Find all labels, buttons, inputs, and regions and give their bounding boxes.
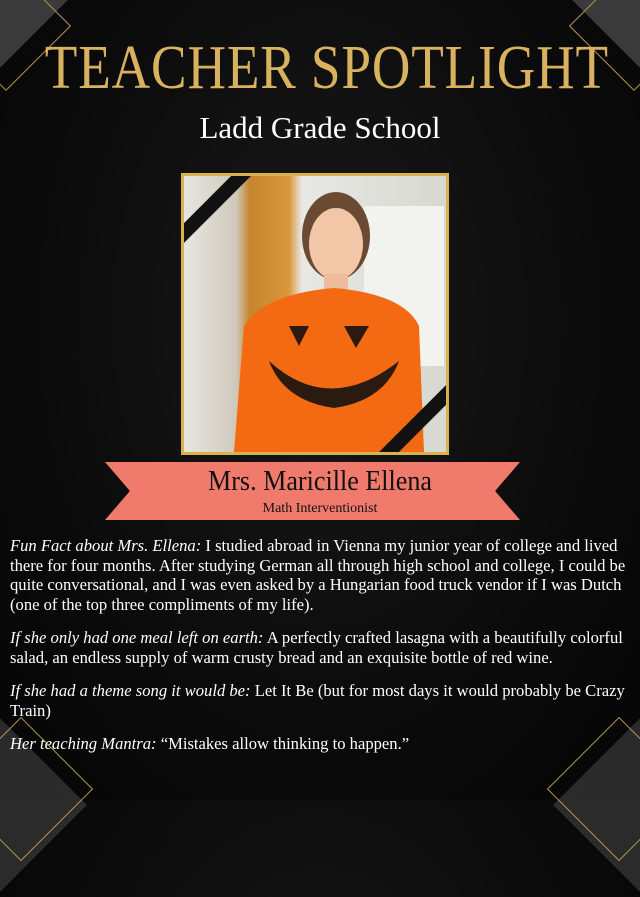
section-text: I studied abroad in Vienna my junior year of college and lived there for four months. After studying German all through high school and college, I could be quite conversational, and I was even asked by a Hungarian food truck vendor if I was Dutch (one of the top three compliments of my life).	[10, 536, 626, 614]
section-mantra	[10, 734, 635, 754]
spotlight-body	[10, 536, 635, 768]
section-label: If she had a theme song it would be:	[10, 681, 251, 700]
section-last-meal	[10, 628, 635, 667]
section-theme-song	[10, 681, 635, 720]
teacher-portrait-image	[184, 176, 446, 452]
section-label: Fun Fact about Mrs. Ellena:	[10, 536, 202, 555]
section-label: If she only had one meal left on earth:	[10, 628, 264, 647]
teacher-name: Mrs. Maricille Ellena	[208, 465, 432, 497]
section-fun-fact	[10, 536, 635, 614]
section-text: A perfectly crafted lasagna with a beautifully colorful salad, an endless supply of warm crusty bread and an exquisite bottle of red wine.	[10, 628, 623, 667]
section-label: Her teaching Mantra:	[10, 734, 157, 753]
teacher-photo	[181, 173, 449, 455]
teacher-role: Math Interventionist	[262, 501, 378, 516]
section-text: “Mistakes allow thinking to happen.”	[156, 734, 410, 753]
section-text: Let It Be (but for most days it would probably be Crazy Train)	[10, 681, 625, 720]
school-name: Ladd Grade School	[199, 110, 441, 145]
page-title: TEACHER SPOTLIGHT	[44, 34, 609, 102]
